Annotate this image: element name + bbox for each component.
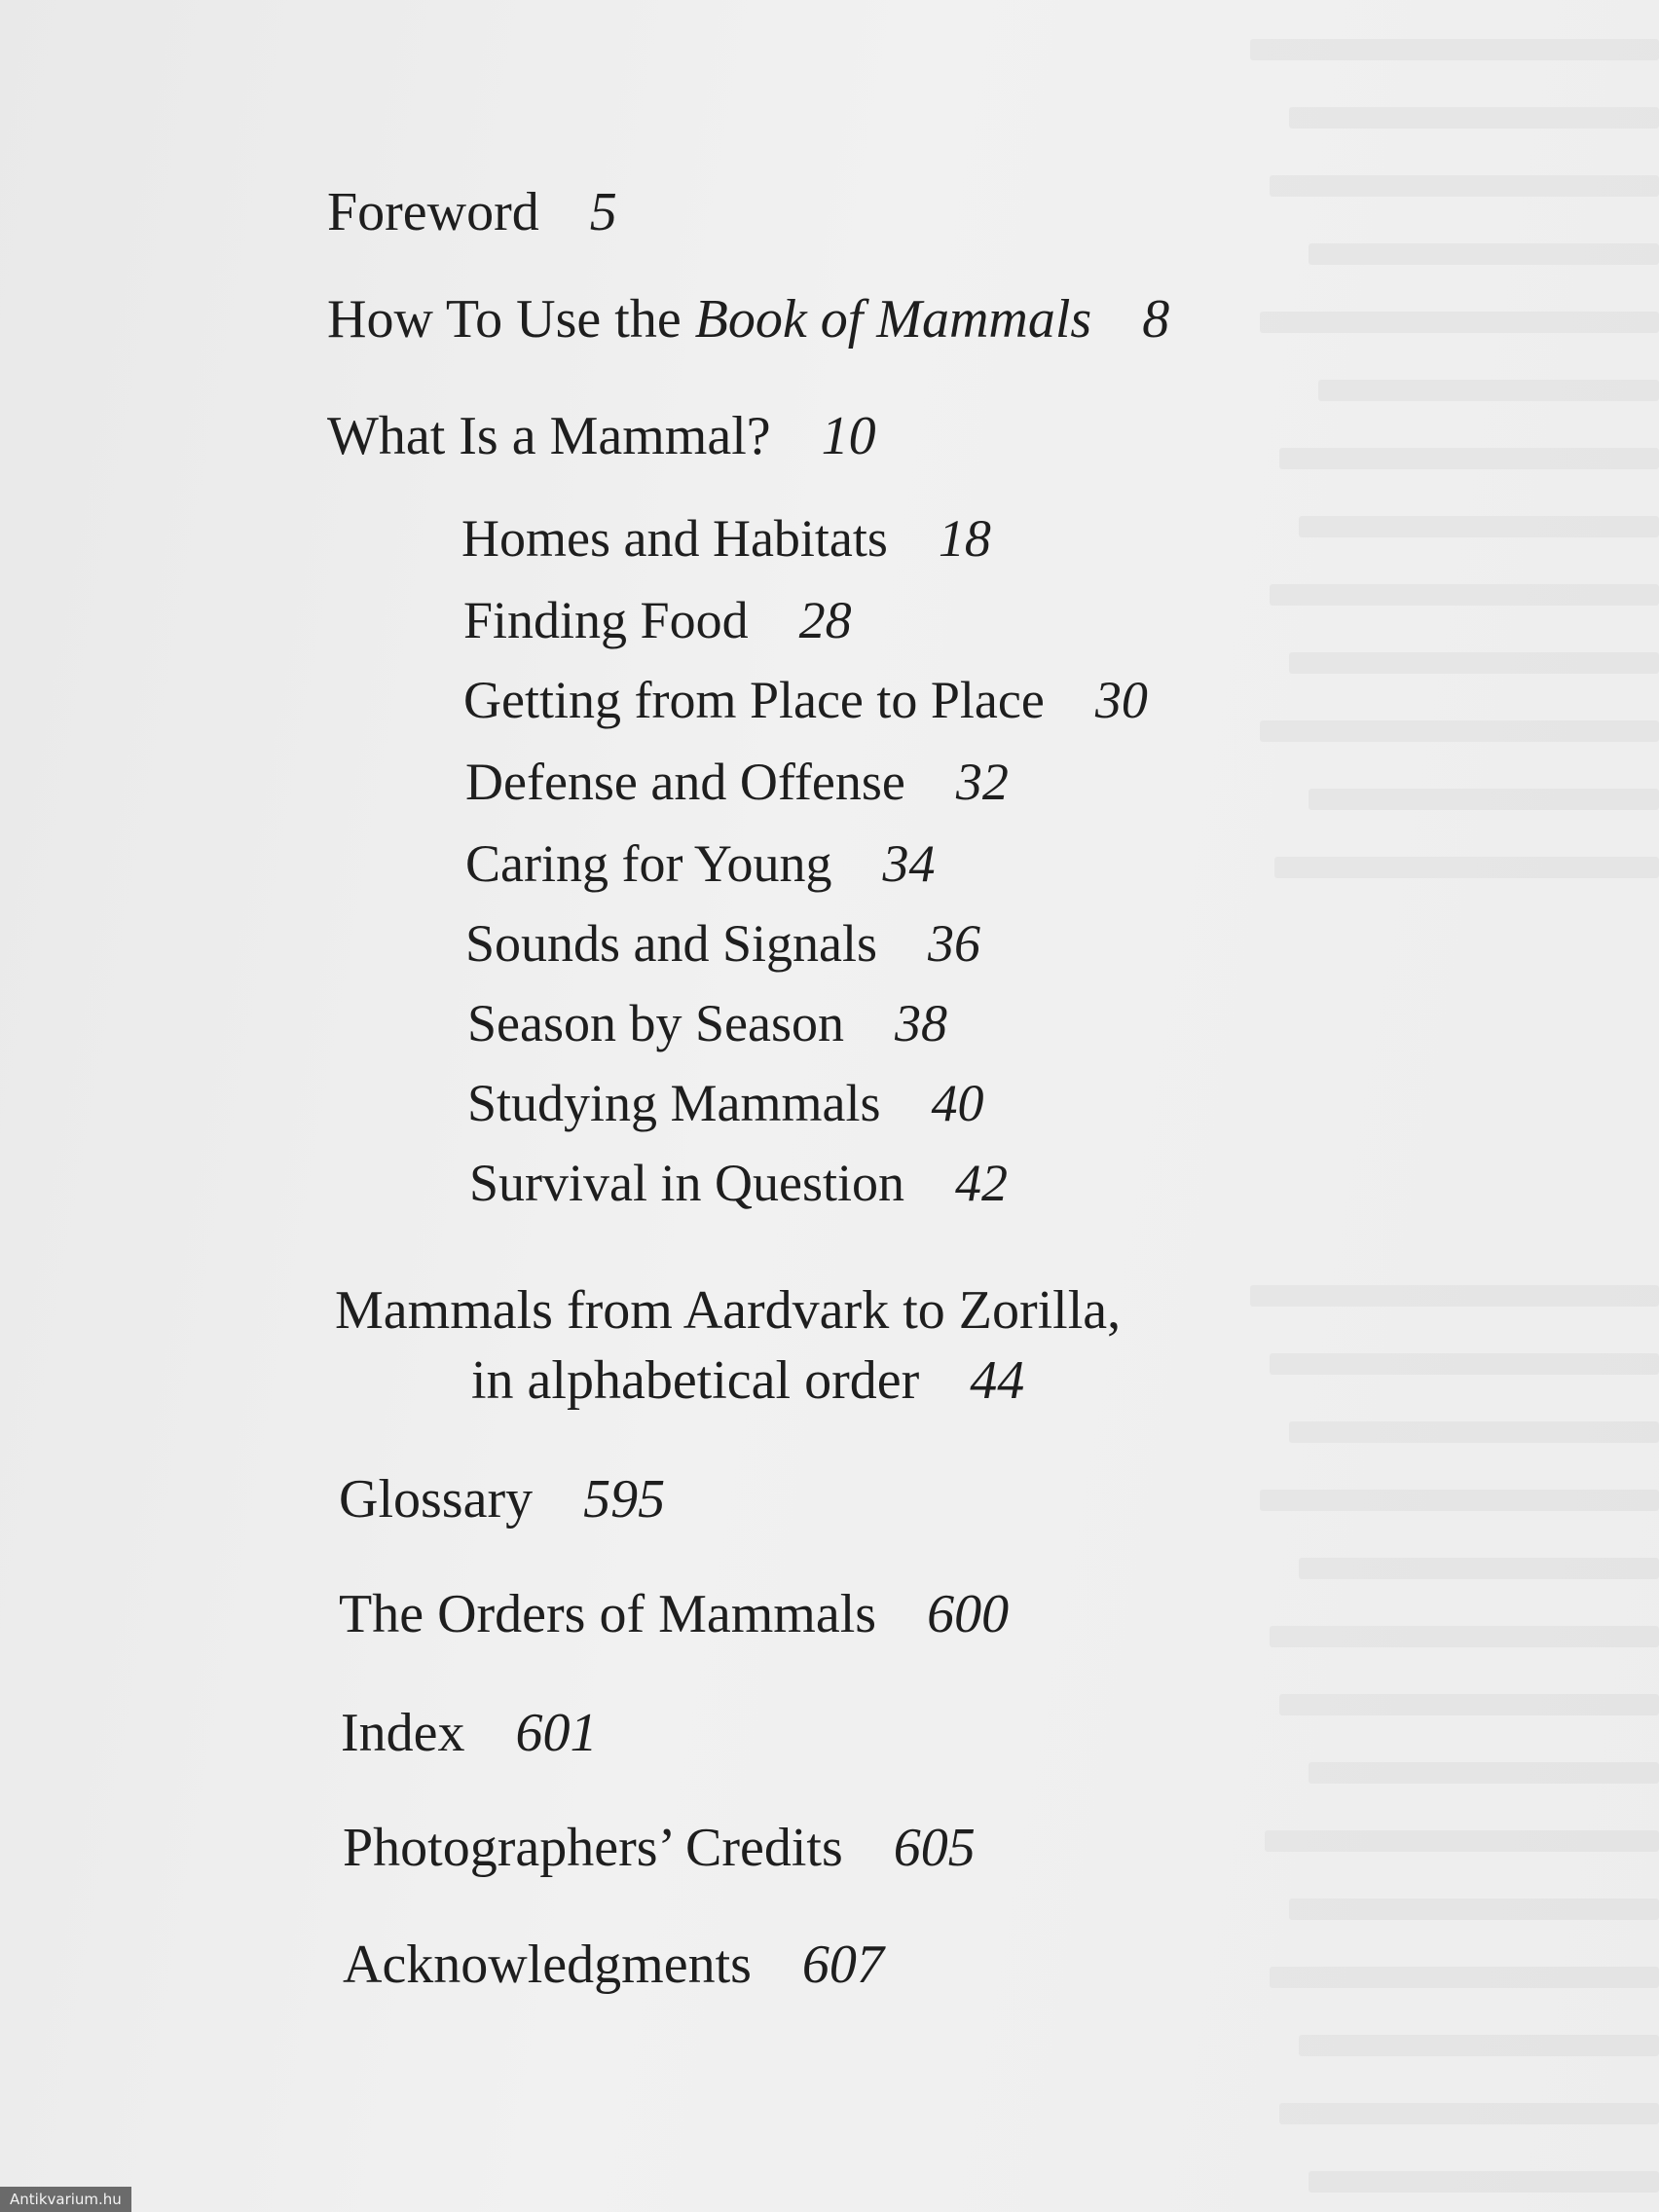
toc-entry-title: Getting from Place to Place: [463, 671, 1045, 729]
toc-entry-aardvark-line2: [471, 1350, 1025, 1411]
toc-entry-title: Caring for Young: [465, 834, 832, 893]
toc-entry-title: Index: [341, 1703, 465, 1763]
toc-subentry: [467, 994, 947, 1052]
toc-entry-orders: [339, 1584, 1010, 1644]
toc-entry-glossary: [339, 1469, 666, 1530]
toc-entry-aardvark-line1: [335, 1280, 1122, 1341]
toc-entry-title: Glossary: [339, 1469, 534, 1530]
toc-page-number: 34: [882, 834, 936, 893]
toc-entry-title: Season by Season: [467, 994, 844, 1052]
toc-page-number: 605: [893, 1818, 976, 1878]
book-title-italic: Book of Mammals: [694, 289, 1092, 350]
toc-entry-title: Defense and Offense: [465, 753, 905, 811]
toc-page-number: 40: [931, 1074, 984, 1132]
toc-entry-title: Homes and Habitats: [461, 509, 888, 568]
toc-subentry: [461, 509, 991, 568]
toc-entry-title: Finding Food: [463, 591, 749, 649]
toc-entry-title: Acknowledgments: [343, 1935, 752, 1995]
toc-page-number: 607: [801, 1935, 884, 1995]
toc-entry-title: Studying Mammals: [467, 1074, 881, 1132]
toc-subentry: [463, 591, 852, 649]
toc-entry-title: Foreword: [327, 182, 539, 242]
toc-page-number: 600: [927, 1584, 1010, 1644]
toc-page-number: 18: [938, 509, 991, 568]
toc-subentry: [469, 1154, 1008, 1212]
toc-page-number: 5: [589, 182, 617, 242]
toc-subentry: [463, 671, 1148, 729]
toc-entry-what-is-a-mammal: [327, 406, 876, 466]
toc-entry-acknowledgments: [343, 1935, 884, 1995]
toc-entry-title: Mammals from Aardvark to Zorilla,: [335, 1280, 1122, 1341]
watermark-label: Antikvarium.hu: [0, 2187, 131, 2212]
toc-page-number: 38: [894, 994, 947, 1052]
toc-entry-foreword: [327, 182, 617, 242]
toc-entry-credits: [343, 1818, 976, 1878]
toc-page-number: 601: [515, 1703, 598, 1763]
toc-entry-title: Survival in Question: [469, 1154, 904, 1212]
toc-page-number: 8: [1142, 289, 1170, 350]
toc-subentry: [467, 1074, 984, 1132]
toc-entry-index: [341, 1703, 598, 1763]
toc-page-number: 30: [1094, 671, 1148, 729]
toc-page-number: 28: [798, 591, 852, 649]
toc-entry-how-to-use: [327, 289, 1170, 350]
toc-page-number: 44: [970, 1350, 1025, 1411]
toc-page-number: 595: [583, 1469, 666, 1530]
toc-subentry: [465, 914, 981, 973]
toc-entry-title: The Orders of Mammals: [339, 1584, 877, 1644]
toc-page-number: 42: [954, 1154, 1008, 1212]
toc-entry-title: in alphabetical order: [471, 1350, 920, 1411]
toc-entry-title: Photographers’ Credits: [343, 1818, 843, 1878]
toc-subentry: [465, 834, 936, 893]
toc-entry-title: What Is a Mammal?: [327, 406, 771, 466]
toc-entry-title: How To Use the: [327, 289, 695, 350]
toc-page-number: 36: [928, 914, 981, 973]
toc-page-number: 32: [955, 753, 1009, 811]
toc-subentry: [465, 753, 1009, 811]
toc-entry-title: Sounds and Signals: [465, 914, 878, 973]
toc-page-number: 10: [821, 406, 876, 466]
